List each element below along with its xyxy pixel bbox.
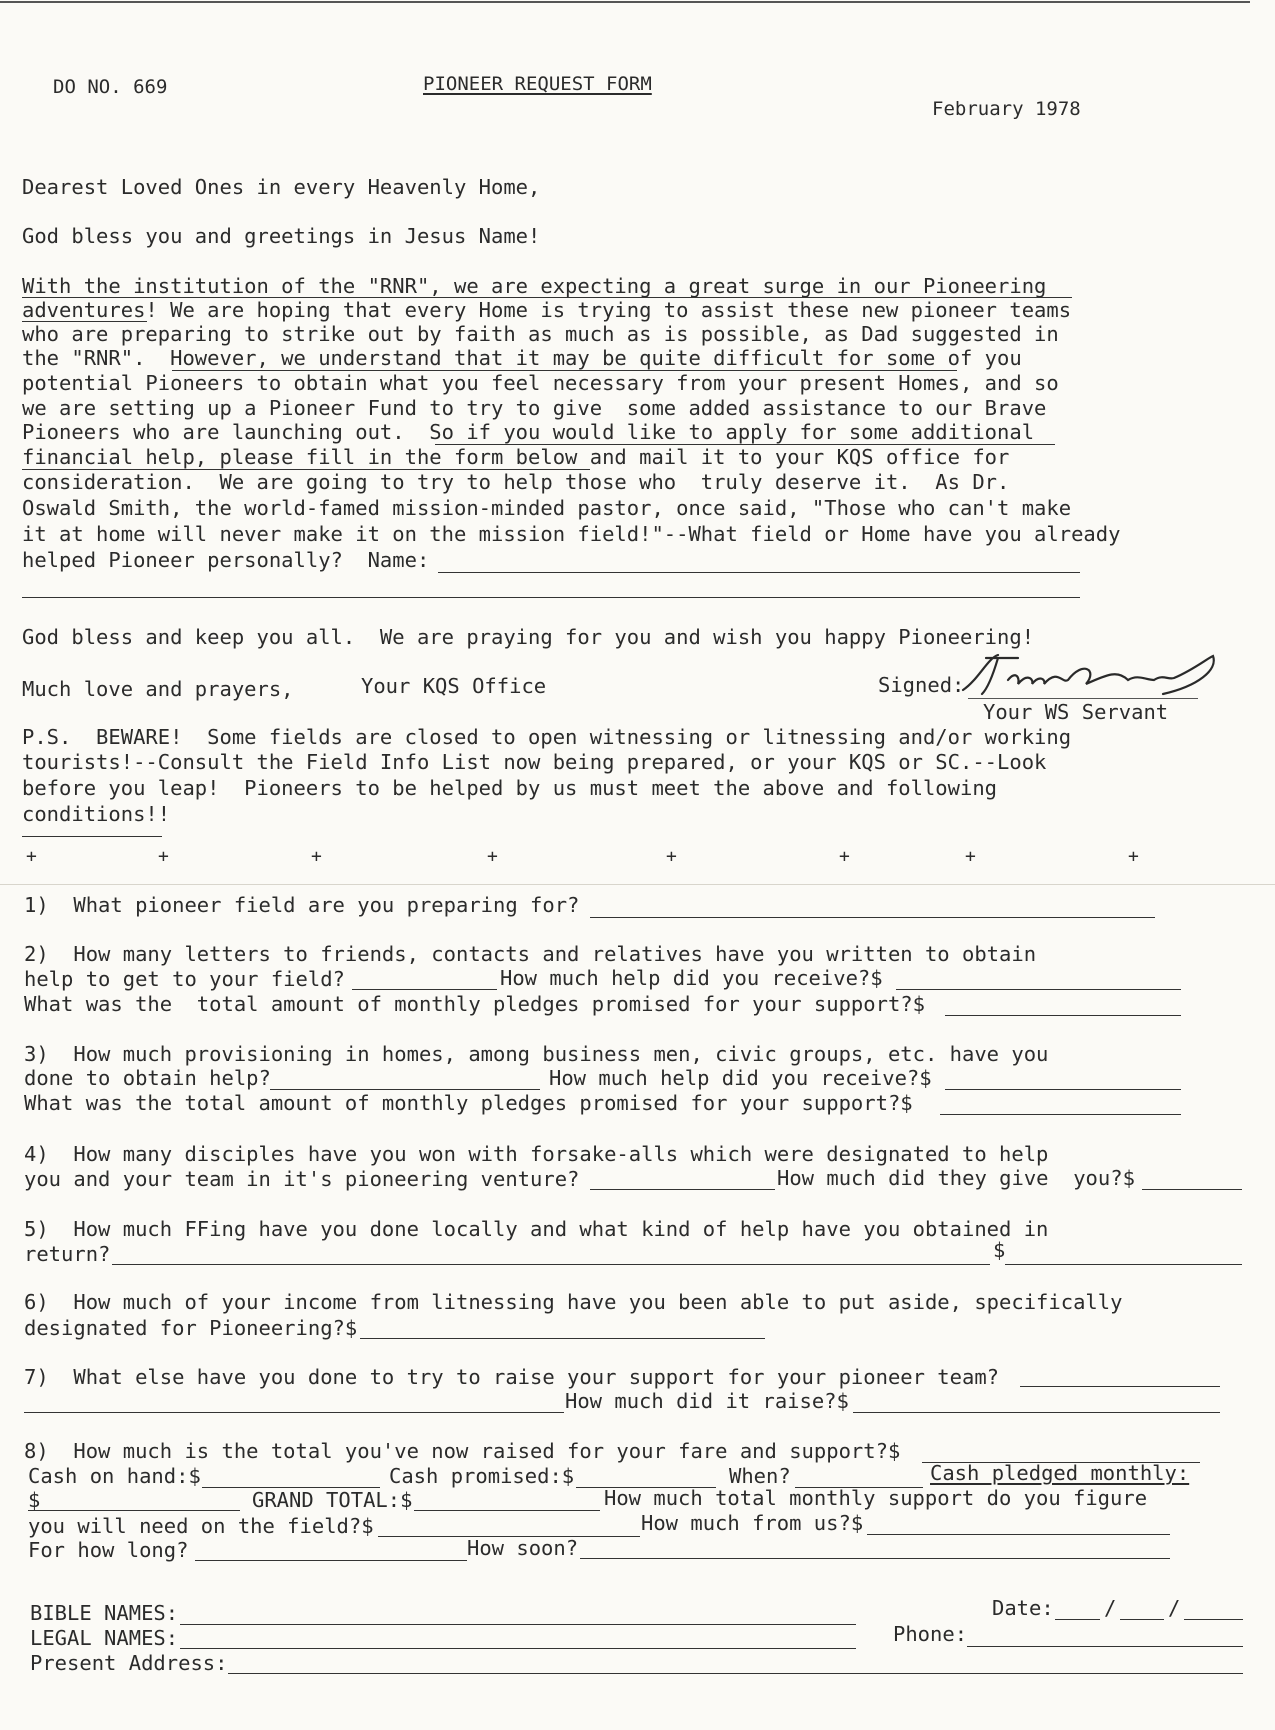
date-year-field[interactable]: [1184, 1619, 1243, 1620]
date-month-field[interactable]: [1055, 1619, 1100, 1620]
emphasis-underline: [22, 469, 590, 470]
q8-cash-on-hand-label: Cash on hand:$: [28, 1464, 201, 1488]
separator-mark: +: [839, 846, 850, 867]
ps-line: before you leap! Pioneers to be helped by us must meet the above and following: [22, 776, 998, 800]
q2-pledges-field[interactable]: [945, 1015, 1181, 1016]
question-7: 7) What else have you done to try to raise your support for your pioneer team?: [24, 1365, 1000, 1389]
q7-field-line2[interactable]: [24, 1412, 564, 1413]
address-label: Present Address:: [30, 1651, 228, 1675]
q1-field[interactable]: [590, 917, 1155, 918]
question-5-dollar: $: [993, 1238, 1006, 1262]
emphasis-underline: [22, 321, 147, 322]
legal-names-label: LEGAL NAMES:: [30, 1626, 179, 1650]
question-6: 6) How much of your income from litnessing have you been able to put aside, specifically: [24, 1290, 1123, 1314]
form-title: PIONEER REQUEST FORM: [423, 73, 652, 95]
signed-label: Signed:: [878, 673, 965, 697]
letter-line: Oswald Smith, the world-famed mission-minded pastor, once said, "Those who can't make: [22, 496, 1072, 520]
date-separator: /: [1168, 1596, 1181, 1620]
date-day-field[interactable]: [1120, 1619, 1164, 1620]
question-6-pioneering: designated for Pioneering?$: [24, 1316, 358, 1340]
question-2: 2) How many letters to friends, contacts and relatives have you written to obtain: [24, 942, 1037, 966]
separator-mark: +: [26, 846, 37, 867]
separator-mark: +: [666, 846, 677, 867]
letter-line: who are preparing to strike out by faith as much as is possible, as Dad suggested in: [22, 322, 1059, 346]
q8-grand-total-field[interactable]: [414, 1510, 600, 1511]
name-field-line2[interactable]: [22, 597, 1080, 598]
q8-from-us-label: How much from us?$: [641, 1511, 864, 1535]
ps-line: P.S. BEWARE! Some fields are closed to open witnessing or litnessing and/or working: [22, 725, 1072, 749]
question-3: 3) How much provisioning in homes, among business men, civic groups, etc. have you: [24, 1042, 1049, 1066]
letter-line: consideration. We are going to try to help those who truly deserve it. As Dr.: [22, 470, 1010, 494]
bible-names-label: BIBLE NAMES:: [30, 1601, 179, 1625]
question-4: 4) How many disciples have you won with forsake-alls which were designated to help: [24, 1142, 1049, 1166]
separator-mark: +: [1128, 846, 1139, 867]
q4-give-field[interactable]: [1142, 1189, 1242, 1190]
q4-disciples-field[interactable]: [590, 1189, 775, 1190]
letter-line: potential Pioneers to obtain what you feel necessary from your present Homes, and so: [22, 371, 1059, 395]
question-3-help: How much help did you receive?$: [549, 1066, 932, 1090]
bible-names-field[interactable]: [180, 1624, 856, 1625]
signature-line: [968, 698, 1198, 699]
q6-field[interactable]: [360, 1338, 765, 1339]
name-field[interactable]: [438, 572, 1080, 573]
separator-mark: +: [965, 846, 976, 867]
q3-help-field[interactable]: [945, 1089, 1181, 1090]
q8-from-us-field[interactable]: [867, 1534, 1170, 1535]
letter-line: adventures! We are hoping that every Home is trying to assist these new pioneer teams: [22, 298, 1072, 322]
letter-line: Pioneers who are launching out. So if you would like to apply for some additional: [22, 420, 1035, 444]
q8-grand-total-label: GRAND TOTAL:$: [252, 1488, 413, 1512]
q2-letters-field[interactable]: [352, 989, 497, 990]
question-1: 1) What pioneer field are you preparing for?: [24, 893, 580, 917]
ps-line: conditions!!: [22, 802, 171, 826]
phone-field[interactable]: [967, 1646, 1243, 1647]
q7-raise-field[interactable]: [853, 1412, 1220, 1413]
letter-line: helped Pioneer personally? Name:: [22, 548, 430, 572]
q8-dollar: $: [28, 1488, 41, 1512]
servant-label: Your WS Servant: [983, 700, 1169, 724]
q8-need-label: you will need on the field?$: [28, 1514, 374, 1538]
q8-cash-pledged-label: Cash pledged monthly:: [930, 1461, 1190, 1485]
form-date: February 1978: [932, 98, 1081, 120]
legal-names-field[interactable]: [180, 1648, 856, 1649]
letter-line: the "RNR". However, we understand that it may be quite difficult for some of you: [22, 346, 1022, 370]
doc-number: DO NO. 669: [53, 76, 168, 98]
phone-label: Phone:: [893, 1622, 968, 1646]
q8-how-soon-field[interactable]: [580, 1558, 1170, 1559]
date-separator: /: [1104, 1596, 1117, 1620]
question-2-help: How much help did you receive?$: [500, 966, 883, 990]
question-5: 5) How much FFing have you done locally and what kind of help have you obtained in: [24, 1217, 1049, 1241]
fold-line: [0, 884, 1275, 885]
letter-line: With the institution of the "RNR", we are expecting a great surge in our Pioneering: [22, 274, 1047, 298]
emphasis-underline: [22, 836, 162, 837]
date-label: Date:: [992, 1596, 1054, 1620]
q8-pledged-field[interactable]: [28, 1510, 240, 1511]
q3-pledges-field[interactable]: [940, 1114, 1181, 1115]
q8-when-label: When?: [729, 1464, 791, 1488]
office-name: Your KQS Office: [361, 674, 547, 698]
question-2-letters: help to get to your field?: [24, 967, 345, 991]
ps-line: tourists!--Consult the Field Info List now being prepared, or your KQS or SC.--Look: [22, 750, 1047, 774]
q3-provisioning-field[interactable]: [270, 1089, 540, 1090]
q8-how-long-label: For how long?: [28, 1538, 189, 1562]
separator-mark: +: [158, 846, 169, 867]
q5-help-field[interactable]: [112, 1264, 990, 1265]
blessing: God bless and keep you all. We are praying for you and wish you happy Pioneering!: [22, 625, 1035, 649]
question-4-give: How much did they give you?$: [777, 1166, 1135, 1190]
separator-mark: +: [487, 846, 498, 867]
question-7-raise: How much did it raise?$: [565, 1389, 849, 1413]
q5-amount-field[interactable]: [1005, 1264, 1242, 1265]
q8-how-much-total: How much total monthly support do you figure: [604, 1486, 1148, 1510]
top-border: [0, 1, 1250, 3]
address-field[interactable]: [228, 1673, 1243, 1674]
q7-field[interactable]: [1020, 1386, 1220, 1387]
question-3-pledges: What was the total amount of monthly pledges promised for your support?$: [24, 1091, 913, 1115]
greeting: God bless you and greetings in Jesus Name!: [22, 224, 541, 248]
question-2-pledges: What was the total amount of monthly pledges promised for your support?$: [24, 992, 925, 1016]
q8-cash-promised-label: Cash promised:$: [389, 1464, 575, 1488]
q2-help-field[interactable]: [896, 989, 1181, 990]
closing: Much love and prayers,: [22, 677, 294, 701]
letter-line: we are setting up a Pioneer Fund to try to give some added assistance to our Brave: [22, 396, 1047, 420]
letter-line: it at home will never make it on the mission field!"--What field or Home have you already: [22, 522, 1121, 546]
question-3-provisioning: done to obtain help?: [24, 1066, 271, 1090]
q8-how-long-field[interactable]: [195, 1560, 467, 1561]
question-4-venture: you and your team in it's pioneering venture?: [24, 1167, 580, 1191]
separator-mark: +: [311, 846, 322, 867]
emphasis-underline: [435, 444, 1055, 445]
question-8: 8) How much is the total you've now raised for your fare and support?$: [24, 1439, 901, 1463]
letter-line: financial help, please fill in the form below and mail it to your KQS office for: [22, 445, 1010, 469]
q8-how-soon-label: How soon?: [467, 1536, 579, 1560]
salutation: Dearest Loved Ones in every Heavenly Home,: [22, 175, 541, 199]
question-5-return: return?: [24, 1242, 111, 1266]
emphasis-underline: [22, 297, 1072, 298]
emphasis-underline: [172, 370, 957, 371]
